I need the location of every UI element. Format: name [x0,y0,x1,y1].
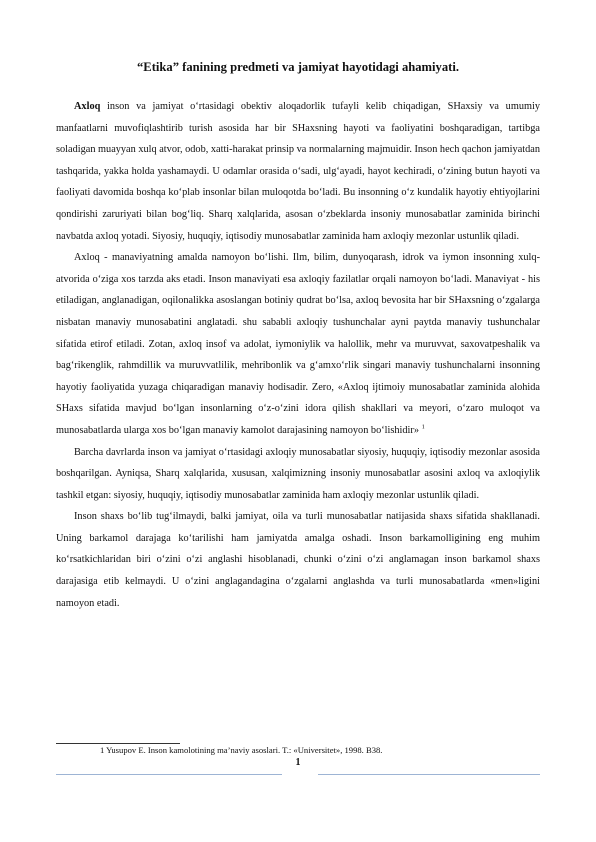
footer-line-right [318,774,540,775]
paragraph-3-text: Barcha davrlarda inson va jamiyat o‘rtasidagi axloqiy munosabatlar siyosiy, huquqiy, iqtisodiy mezonlar asosida boshqarilgan. Ayniqsa, Sharq xalqlarida, xususan, xalqimizning insoniy munosabatlar asosini axloq va axloqiylik tashkil etgan: siyosiy, huquqiy, iqtisodiy munosabatlar zaminida ham axloqiy mezonlar ustunlik qiladi. [56,446,540,501]
footer-line-left [56,774,282,775]
page-title: “Etika” fanining predmeti va jamiyat hayotidagi ahamiyati. [137,60,459,74]
footnote-reference[interactable]: 1 [421,423,425,431]
paragraph-2-text: Axloq - manaviyatning amalda namoyon bo‘lishi. Ilm, bilim, dunyoqarash, idrok va iymon insonning xulq-atvorida o‘ziga xos tarzda aks etadi. Inson manaviyati esa axloqiy fazilatlar orqali namoyon bo‘ladi. Manaviyat - his etiladigan, anglanadigan, oqilonalikka asoslangan botiniy qudrat bo‘lsa, axloq bevosita har bir SHaxsning o‘zgalarga nisbatan manaviy munosabatini anglatadi. shu sababli axloqiy tushunchalar ayni paytda manaviy tushunchalar sifatida etirof etiladi. Zotan, axloq insof va adolat, iymoniylik va halollik, mehr va muruvvat, saxovatpeshalik va bag‘rikenglik, rahmdillik va muruvvatlilik, mehribonlik va g‘amxo‘rlik singari manaviy tushunchalarni insonning hayotiy faoliyatida yuzaga chiqaradigan manaviy hodisadir. Zero, «Axloq ijtimoiy munosabatlar zaminida alohida SHaxs sifatida mavjud bo‘lgan insonlarning o‘z-o‘zini idora qilish shakllari va meyori, o‘zaro muloqot va munosabatlarda ularga xos bo‘lgan manaviy kamolot darajasining namoyon bo‘lishidir» [56,252,540,436]
paragraph-3 [56,442,540,507]
paragraph-4-text: Inson shaxs bo‘lib tug‘ilmaydi, balki jamiyat, oila va turli munosabatlar natijasida shaxs sifatida shakllanadi. Uning barkamol darajaga ko‘tarilishi ham jamiyatda amalga oshadi. Inson barkamolligining eng muhim ko‘rsatkichlaridan biri o‘zini o‘zi anglashi hisoblanadi, chunki o‘zini o‘zi anglamagan inson barkamol shaxs darajasiga etib kelmaydi. U o‘zini anglagandagina o‘zgalarni anglashda va turli munosabatlarda «men»ligini namoyon etadi. [56,511,540,609]
body-text [56,96,540,614]
term-axloq: Axloq [74,101,101,112]
page-number: 1 [295,757,301,768]
footnote: 1 Yusupov E. Inson kamolotining ma’naviy asoslari. T.: «Universitet», 1998. B38. [100,745,383,755]
paragraph-4 [56,506,540,614]
paragraph-1-text: inson va jamiyat o‘rtasidagi obektiv aloqadorlik tufayli kelib chiqadigan, SHaxsiy va umumiy manfaatlarni muvofiqlashtirib turish asosida har bir SHaxsning hayoti va faoliyatini boshqaradigan, tartibga soladigan muayyan xulq atvor, odob, xatti-harakat prinsip va normalarning majmuidir. Inson hech qachon jamiyatdan tashqarida, yakka holda yashamaydi. U odamlar orasida o‘sadi, ulg‘ayadi, hayot kechiradi, o‘zining butun hayoti va faoliyati davomida boshqa ko‘plab insonlar bilan muloqotda bo‘ladi. Bu insonning o‘z kundalik hayotiy ehtiyojlarini qondirishi zaruriyati bilan bog‘liq. Sharq xalqlarida, asosan o‘zbeklarda insoniy munosabatlar zaminida birinchi navbatda axloq yotadi. Siyosiy, huquqiy, iqtisodiy munosabatlar zaminida ham axloqiy mezonlar ustunlik qiladi. [56,101,540,242]
paragraph-2 [56,247,540,441]
paragraph-1 [56,96,540,247]
